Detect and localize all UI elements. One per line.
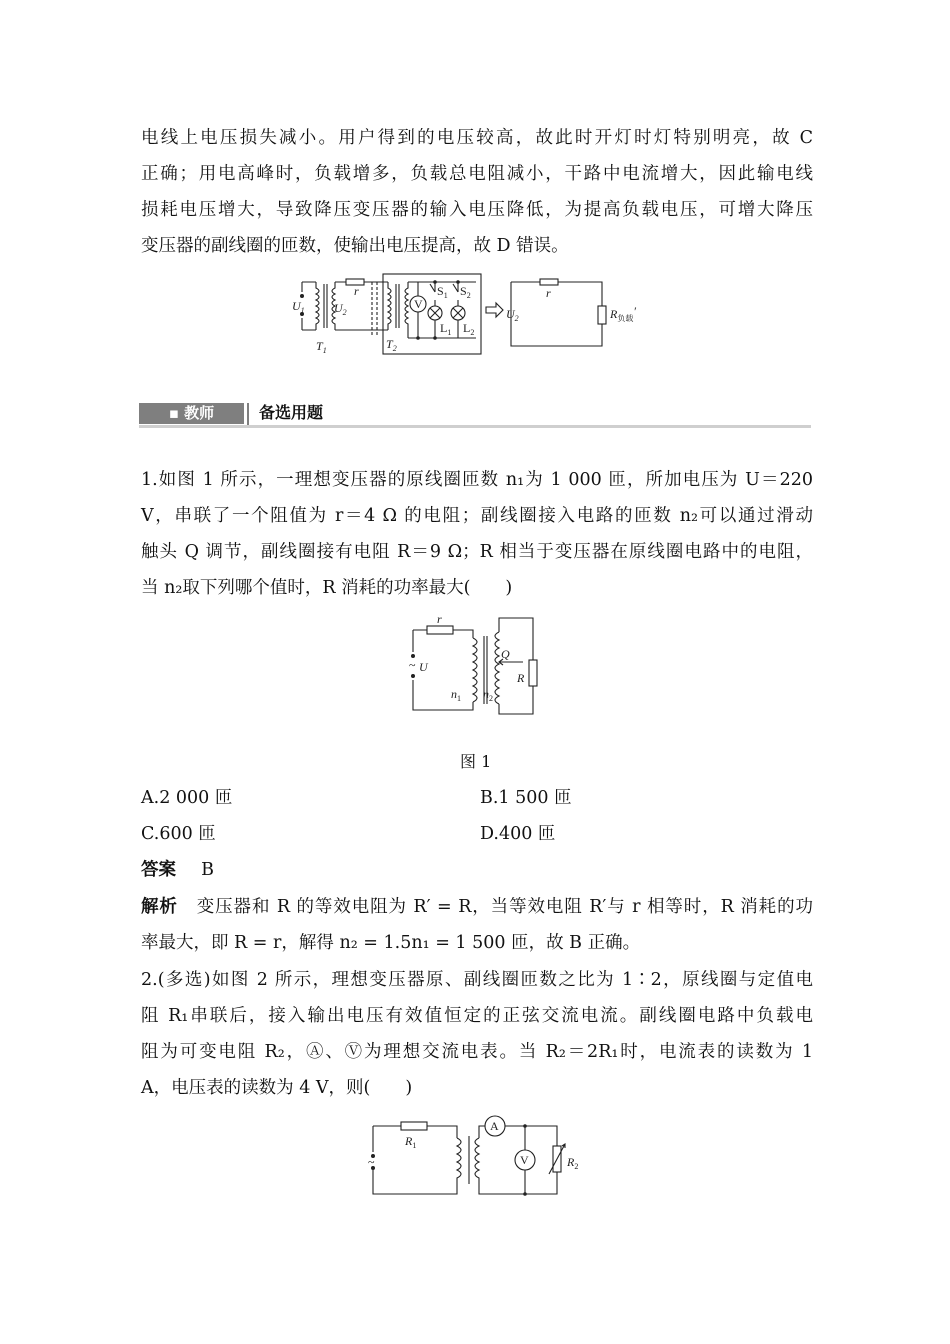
label-L2: $L_2$ [463,321,475,337]
text-line: V，串联了一个阻值为 r＝4 Ω 的电阻；副线圈接入电路的匝数 n₂可以通过滑动 [141,506,813,526]
label-U: U [419,660,428,674]
figure-2-circuit [365,1112,585,1204]
label-r: r [354,284,359,298]
label-R2: $R_2$ [567,1155,579,1171]
answer-label: 答案 [141,860,176,880]
banner-tag: ▪ 教师 [139,403,244,424]
label-Q: Q [501,647,510,661]
option-b[interactable]: B.1 500 匝 [480,788,572,808]
analysis [141,889,813,961]
label-U2-equivalent: $U_2$ [506,307,519,323]
text-line: 率最大，即 R = r，解得 n₂ = 1.5n₁ = 1 500 匝，故 B 正确。 [141,933,641,953]
transmission-circuit-figure [290,270,660,360]
text-line: 1.如图 1 所示，一理想变压器的原线圈匝数 n₁为 1 000 匝，所加电压为 U＝220 [141,470,813,490]
label-R1: $R_1$ [405,1134,417,1150]
label-n1: $n_1$ [451,687,461,703]
label-S1: $S_1$ [437,284,448,300]
text-line: 当 n₂取下列哪个值时，R 消耗的功率最大( ) [141,578,513,598]
label-r-equivalent: r [546,286,551,300]
option-c[interactable]: C.600 匝 [141,824,216,844]
label-R: R [517,671,525,685]
text-line: 正确；用电高峰时，负载增多，负载总电阻减小，干路中电流增大，因此输电线 [141,164,813,184]
figure-1-circuit [405,610,550,720]
analysis-line-1 [141,889,813,925]
text-line: 损耗电压增大，导致降压变压器的输入电压降低，为提高负载电压，可增大降压 [141,200,813,220]
analysis-text: 变压器和 R 的等效电阻为 R′ = R，当等效电阻 R′与 r 相等时，R 消耗的功 [195,897,814,917]
banner-title: 备选用题 [259,403,324,422]
voltmeter-icon: V [520,1153,529,1167]
option-d[interactable]: D.400 匝 [480,824,556,844]
option-a[interactable]: A.2 000 匝 [141,788,233,808]
label-R-load: $R_{负载}'$ [610,304,636,323]
text-line: 变压器的副线圈的匝数，使输出电压提高，故 D 错误。 [141,236,569,256]
label-r: r [437,612,442,626]
text-line: 触头 Q 调节，副线圈接有电阻 R＝9 Ω；R 相当于变压器在原线圈电路中的电阻， [141,542,813,562]
label-V: V [414,297,423,311]
answer-line [141,857,214,883]
question-1-stem [141,462,813,606]
label-T2: $T_2$ [386,337,397,353]
text-line: 电线上电压损失减小。用户得到的电压较高，故此时开灯时灯特别明亮，故 C [141,128,813,148]
label-S2: $S_2$ [460,284,471,300]
banner-separator [247,403,249,425]
text-line: 2.(多选)如图 2 所示，理想变压器原、副线圈匝数之比为 1∶2，原线圈与定值电 [141,970,813,990]
ammeter-icon: A [490,1119,499,1133]
text-line: 阻为可变电阻 R₂，Ⓐ、Ⓥ为理想交流电表。当 R₂＝2R₁时，电流表的读数为 1 [141,1042,813,1062]
top-paragraph [141,120,813,264]
figure-1-caption: 图 1 [460,752,492,771]
label-U1: $U_1$ [292,299,305,315]
ac-source-icon: ~ [368,1155,375,1169]
banner-rule [139,425,811,428]
text-line: A，电压表的读数为 4 V，则( ) [141,1078,413,1098]
analysis-label: 解析 [141,897,178,917]
ac-source-icon: ~ [409,658,416,672]
label-T1: $T_1$ [316,339,327,355]
text-line: 阻 R₁串联后，接入输出电压有效值恒定的正弦交流电流。副线圈电路中负载电 [141,1006,813,1026]
answer-value: B [201,860,215,880]
label-n2: $n_2$ [483,687,493,703]
question-2-stem [141,962,813,1106]
label-U2: $U_2$ [334,301,347,317]
label-L1: $L_1$ [440,321,452,337]
section-banner [139,401,811,429]
